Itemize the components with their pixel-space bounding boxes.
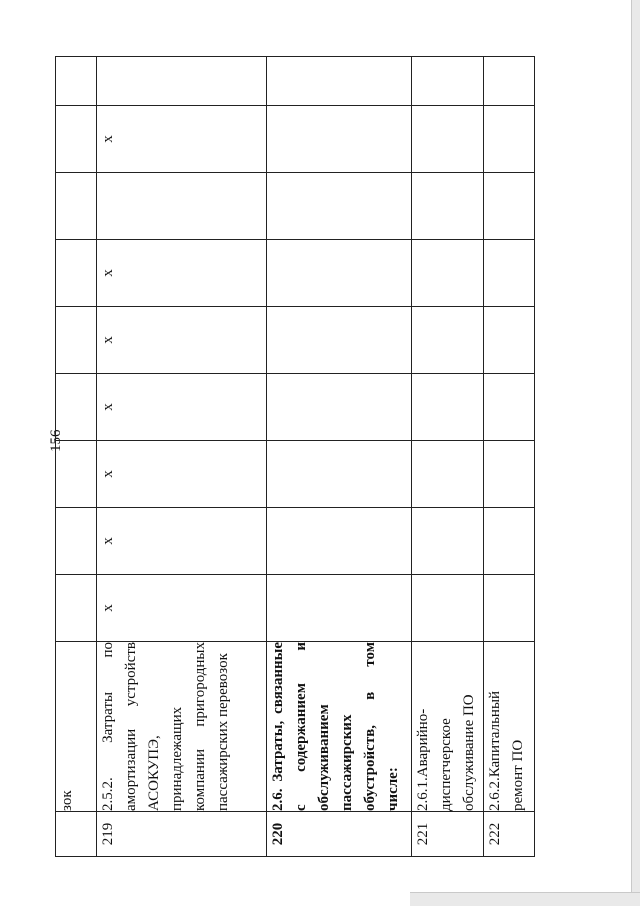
mark-cell xyxy=(97,57,267,106)
mark-cell xyxy=(484,374,535,441)
table-row xyxy=(56,57,97,857)
mark-cell xyxy=(412,508,484,575)
mark-cell xyxy=(484,575,535,642)
mark-cell xyxy=(412,441,484,508)
mark-cell xyxy=(267,307,412,374)
mark-cell: х xyxy=(97,106,267,173)
mark-cell xyxy=(412,374,484,441)
mark-cell xyxy=(484,57,535,106)
mark-cell xyxy=(267,441,412,508)
mark-cell xyxy=(412,575,484,642)
table-cell xyxy=(56,173,97,240)
mark-cell: х xyxy=(97,575,267,642)
mark-cell xyxy=(267,575,412,642)
table-cell xyxy=(56,812,97,857)
mark-cell xyxy=(484,106,535,173)
mark-cell xyxy=(484,307,535,374)
row-number: 220 xyxy=(267,812,412,857)
mark-cell xyxy=(412,240,484,307)
table-cell xyxy=(56,57,97,106)
mark-cell xyxy=(267,508,412,575)
table-cell xyxy=(56,106,97,173)
mark-cell: х xyxy=(97,240,267,307)
table-cell xyxy=(56,441,97,508)
mark-cell xyxy=(412,106,484,173)
page-edge xyxy=(631,0,640,905)
mark-cell xyxy=(97,173,267,240)
mark-cell xyxy=(267,374,412,441)
page-number: 156 xyxy=(48,429,64,452)
row-name: 2.5.2. Затраты по амортизации устройств АСОКУПЭ, принадлежащих компании пригородных пассажирских перевозок xyxy=(97,642,267,812)
row-name: 2.6. Затраты, связанные с содержанием и обслуживанием пассажирских обустройств, в том числе: xyxy=(267,642,412,812)
cost-table xyxy=(55,56,535,857)
table-cell xyxy=(56,575,97,642)
mark-cell: х xyxy=(97,508,267,575)
mark-cell xyxy=(412,173,484,240)
table-row xyxy=(412,57,484,857)
mark-cell xyxy=(267,240,412,307)
mark-cell xyxy=(267,173,412,240)
table-row xyxy=(267,57,412,857)
page-edge xyxy=(410,892,640,906)
row-name: 2.6.1.Аварийно-диспетчерское обслуживание ПО xyxy=(412,642,484,812)
table-cell xyxy=(56,374,97,441)
table-cell xyxy=(56,307,97,374)
mark-cell xyxy=(484,508,535,575)
mark-cell: х xyxy=(97,374,267,441)
mark-cell: х xyxy=(97,307,267,374)
mark-cell xyxy=(267,57,412,106)
row-number: 219 xyxy=(97,812,267,857)
mark-cell xyxy=(412,57,484,106)
row-number: 222 xyxy=(484,812,535,857)
mark-cell xyxy=(484,441,535,508)
mark-cell xyxy=(484,173,535,240)
continued-name-cell: зок xyxy=(56,642,97,812)
row-number: 221 xyxy=(412,812,484,857)
table-cell xyxy=(56,240,97,307)
mark-cell xyxy=(412,307,484,374)
table-row xyxy=(97,57,267,857)
row-name: 2.6.2.Капитальный ремонт ПО xyxy=(484,642,535,812)
table-row xyxy=(484,57,535,857)
mark-cell xyxy=(484,240,535,307)
rotated-table-container xyxy=(55,57,533,857)
mark-cell: х xyxy=(97,441,267,508)
table-cell xyxy=(56,508,97,575)
mark-cell xyxy=(267,106,412,173)
